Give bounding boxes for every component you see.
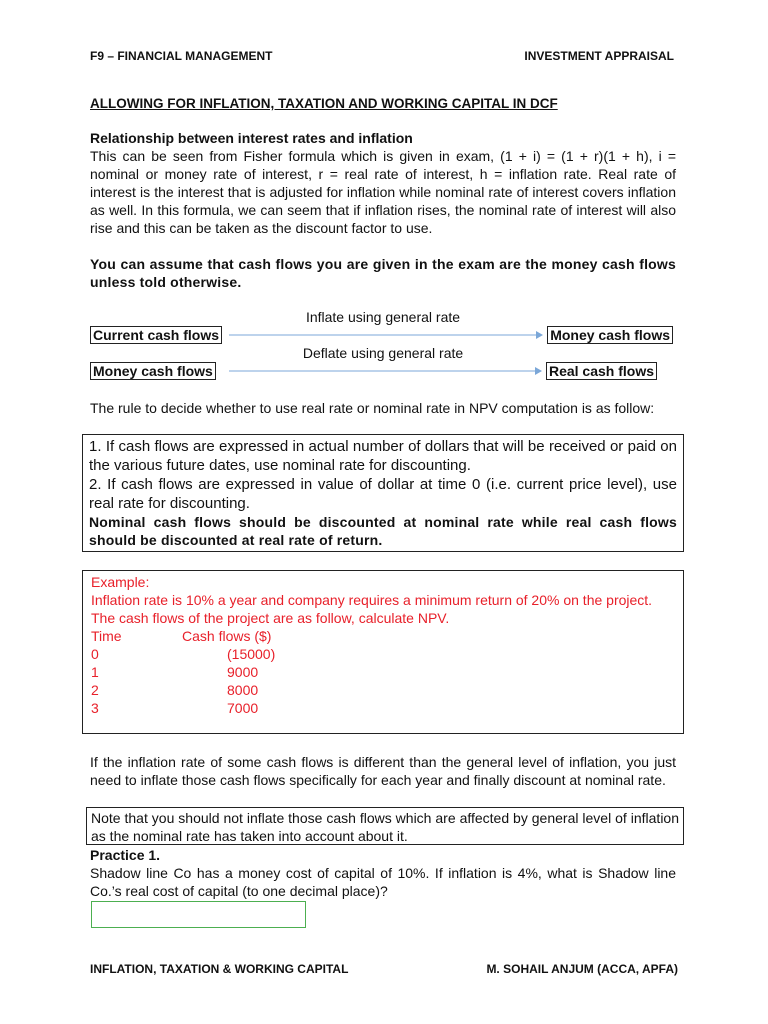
- example-line-1: Inflation rate is 10% a year and company requires a minimum return of 20% on the project.: [91, 592, 653, 608]
- rule-intro: The rule to decide whether to use real rate or nominal rate in NPV computation is as follow:: [90, 400, 655, 416]
- header-right: INVESTMENT APPRAISAL: [524, 49, 674, 63]
- deflate-label: Deflate using general rate: [302, 345, 464, 361]
- practice-answer-input[interactable]: [91, 901, 306, 928]
- rule-item-1: 1. If cash flows are expressed in actual number of dollars that will be received or paid on the various future dates, use nominal rate for discounting.: [89, 438, 677, 474]
- example-label: Example:: [91, 574, 150, 590]
- section-body: This can be seen from Fisher formula which is given in exam, (1 + i) = (1 + r)(1 + h), i = nominal or money rate of interest, r = real rate of interest, h = inflation rate. Real rate of interest is the interest that is adjusted for inflation while nominal rate of interest covers inflation as well. In this formula, we can seem that if inflation rises, the nominal rate of interest will also rise and this can be taken as the discount factor to use.: [90, 148, 676, 236]
- real-cash-flows-label: Real cash flows: [546, 362, 657, 380]
- section-heading: Relationship between interest rates and inflation: [90, 130, 413, 146]
- example-table-row: [91, 681, 675, 699]
- rule-bold-note: Nominal cash flows should be discounted at nominal rate while real cash flows should be discounted at real rate of return.: [89, 514, 677, 548]
- row-time: 0: [91, 646, 99, 662]
- example-table-header: [91, 627, 675, 645]
- flow-diagram: [90, 306, 676, 384]
- example-table-row: [91, 645, 675, 663]
- practice-heading: Practice 1.: [90, 847, 161, 863]
- row-cash: 8000: [227, 682, 259, 698]
- example-box: [82, 570, 684, 734]
- money-cash-flows-left-label: Money cash flows: [90, 362, 216, 380]
- practice-section: [90, 846, 676, 900]
- footer-left: INFLATION, TAXATION & WORKING CAPITAL: [90, 962, 349, 976]
- row-time: 3: [91, 700, 99, 716]
- col-time-header: Time: [91, 628, 122, 644]
- deflate-arrowhead-icon: [535, 367, 542, 375]
- inflation-paragraph: If the inflation rate of some cash flows is different than the general level of inflation, you just need to inflate those cash flows specifically for each year and finally discount at nominal rate.: [90, 754, 676, 788]
- example-table-row: [91, 699, 675, 717]
- current-cash-flows-label: Current cash flows: [90, 326, 222, 344]
- page-title: ALLOWING FOR INFLATION, TAXATION AND WORKING CAPITAL IN DCF: [90, 96, 558, 111]
- example-table-row: [91, 663, 675, 681]
- rule-box: [82, 434, 684, 552]
- header-left: F9 – FINANCIAL MANAGEMENT: [90, 49, 273, 63]
- row-cash: (15000): [227, 646, 276, 662]
- row-time: 2: [91, 682, 99, 698]
- assume-note: You can assume that cash flows you are given in the exam are the money cash flows unless told otherwise.: [90, 256, 676, 290]
- section-interest-inflation: [90, 129, 676, 237]
- row-time: 1: [91, 664, 99, 680]
- flow-arrows: [90, 306, 676, 384]
- note-box: Note that you should not inflate those cash flows which are affected by general level of inflation as the nominal rate has taken into account about it.: [86, 807, 684, 845]
- row-cash: 9000: [227, 664, 259, 680]
- col-cash-header: Cash flows ($): [182, 628, 272, 644]
- rule-item-2: 2. If cash flows are expressed in value of dollar at time 0 (i.e. current price level), use real rate for discounting.: [89, 476, 677, 512]
- inflate-arrowhead-icon: [536, 331, 543, 339]
- footer-right: M. SOHAIL ANJUM (ACCA, APFA): [486, 962, 678, 976]
- row-cash: 7000: [227, 700, 259, 716]
- practice-question: Shadow line Co has a money cost of capital of 10%. If inflation is 4%, what is Shadow line Co.’s real cost of capital (to one decimal place)?: [90, 865, 676, 899]
- money-cash-flows-label: Money cash flows: [547, 326, 673, 344]
- inflate-label: Inflate using general rate: [305, 309, 461, 325]
- example-line-2: The cash flows of the project are as follow, calculate NPV.: [91, 610, 450, 626]
